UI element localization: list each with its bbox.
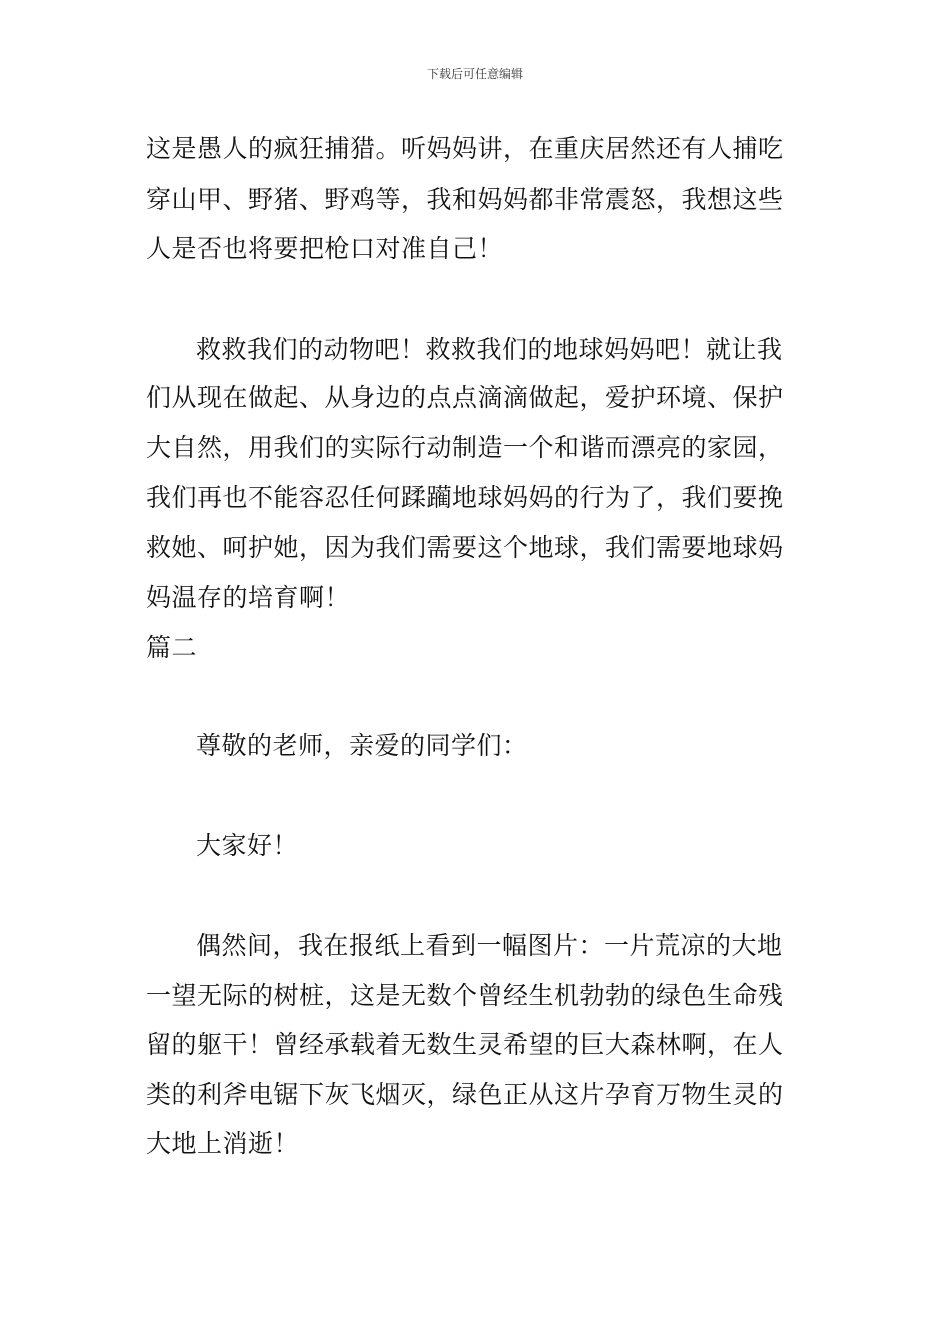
- salutation: 尊敬的老师，亲爱的同学们：: [196, 731, 528, 760]
- paragraph-1-line-2: 穿山甲、野猪、野鸡等，我和妈妈都非常震怒，我想这些: [146, 185, 784, 214]
- paragraph-2-line-3: 大自然，用我们的实际行动制造一个和谐而漂亮的家园，: [146, 433, 784, 462]
- greeting: 大家好！: [196, 831, 299, 860]
- paragraph-3-line-3: 留的躯干！曾经承载着无数生灵希望的巨大森林啊，在人: [146, 1030, 784, 1059]
- paragraph-2-line-2: 们从现在做起、从身边的点点滴滴做起，爱护环境、保护: [146, 383, 784, 412]
- paragraph-2-line-4: 我们再也不能容忍任何蹂躏地球妈妈的行为了，我们要挽: [146, 483, 784, 512]
- paragraph-2-line-1: 救救我们的动物吧！救救我们的地球妈妈吧！就让我: [196, 335, 783, 364]
- paragraph-3-line-4: 类的利斧电锯下灰飞烟灭，绿色正从这片孕育万物生灵的: [146, 1080, 784, 1109]
- paragraph-1-line-1: 这是愚人的疯狂捕猎。听妈妈讲，在重庆居然还有人捕吃: [146, 134, 784, 163]
- paragraph-3-line-1: 偶然间，我在报纸上看到一幅图片：一片荒凉的大地: [196, 931, 783, 960]
- paragraph-1-line-3: 人是否也将要把枪口对准自己！: [146, 234, 504, 263]
- paragraph-3-line-2: 一望无际的树桩，这是无数个曾经生机勃勃的绿色生命残: [146, 981, 784, 1010]
- page-header-note: 下载后可任意编辑: [426, 67, 523, 81]
- paragraph-2-line-6: 妈温存的培育啊！: [146, 583, 351, 612]
- paragraph-3-line-5: 大地上消逝！: [146, 1129, 300, 1158]
- section-title: 篇二: [146, 633, 198, 662]
- paragraph-2-line-5: 救她、呵护她，因为我们需要这个地球，我们需要地球妈: [146, 533, 784, 562]
